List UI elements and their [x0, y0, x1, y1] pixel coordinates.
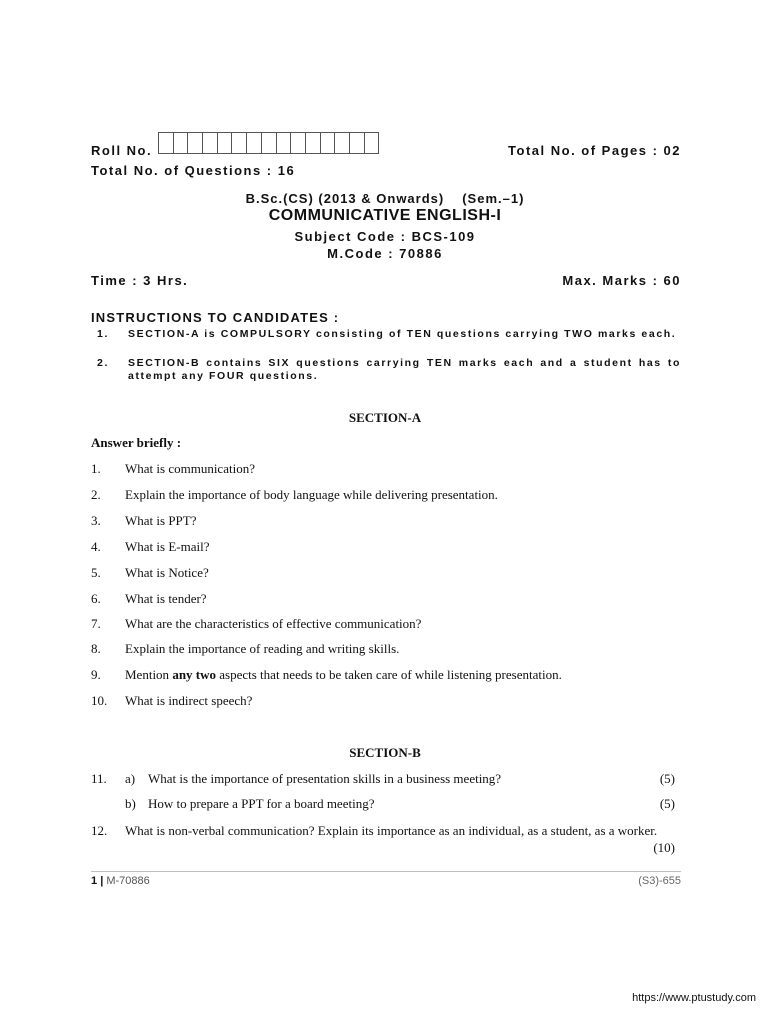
- footer-separator: |: [100, 875, 104, 887]
- footer-m-code: M-70886: [106, 875, 150, 887]
- question-text: What is Notice?: [125, 565, 209, 580]
- question-text: What are the characteristics of effective communication?: [125, 616, 422, 631]
- roll-number-box: [247, 132, 262, 154]
- question-number: 3.: [91, 513, 101, 528]
- exam-time: Time : 3 Hrs.: [91, 273, 189, 288]
- instruction-text: SECTION-A is COMPULSORY consisting of TEN questions carrying TWO marks each.: [128, 328, 677, 340]
- question-text: What is PPT?: [125, 513, 197, 528]
- watermark-url: https://www.ptustudy.com: [632, 992, 756, 1004]
- question-text: What is non-verbal communication? Explain its importance as an individual, as a student, as a worker.: [125, 823, 658, 838]
- question-text: [125, 667, 681, 683]
- roll-number-boxes: [158, 132, 379, 154]
- roll-number-box: [174, 132, 189, 154]
- question-number: 5.: [91, 565, 101, 580]
- subquestion-label: a): [125, 771, 136, 786]
- instruction-item: [91, 357, 681, 385]
- question-number: 11.: [91, 771, 107, 786]
- question-number: 6.: [91, 591, 101, 606]
- roll-number-box: [335, 132, 350, 154]
- roll-number-label: Roll No.: [91, 143, 153, 158]
- roll-number-box: [306, 132, 321, 154]
- instruction-number: 1.: [97, 328, 109, 340]
- subject-code: Subject Code : BCS-109: [294, 229, 476, 244]
- roll-number-box: [321, 132, 336, 154]
- question-number: 2.: [91, 487, 101, 502]
- section-a-heading: SECTION-A: [348, 410, 422, 425]
- question-number: 1.: [91, 461, 101, 476]
- footer-reference: (S3)-655: [638, 875, 681, 887]
- question-text-part: aspects that needs to be taken care of while listening presentation.: [216, 667, 562, 682]
- subject-title: COMMUNICATIVE ENGLISH-I: [268, 207, 502, 224]
- roll-number-box: [262, 132, 277, 154]
- footer-left: [91, 875, 150, 887]
- question-text: What is communication?: [125, 461, 255, 476]
- question-marks: (5): [659, 796, 675, 811]
- roll-number-box: [365, 132, 380, 154]
- subquestion-label: b): [125, 796, 136, 811]
- question-number: 12.: [91, 823, 108, 838]
- course-name: B.Sc.(CS) (2013 & Onwards): [245, 191, 445, 206]
- roll-number-box: [291, 132, 306, 154]
- question-marks: (5): [659, 771, 675, 786]
- question-number: 10.: [91, 693, 108, 708]
- course-line: [0, 191, 770, 206]
- roll-number-box: [350, 132, 365, 154]
- semester: (Sem.–1): [462, 191, 525, 206]
- question-number: 7.: [91, 616, 101, 631]
- question-number: 9.: [91, 667, 101, 682]
- total-pages: Total No. of Pages : 02: [508, 143, 681, 158]
- question-text: Explain the importance of reading and writing skills.: [125, 641, 400, 656]
- roll-number-box: [159, 132, 174, 154]
- section-b-heading: SECTION-B: [349, 745, 421, 760]
- roll-number-box: [277, 132, 292, 154]
- m-code: M.Code : 70886: [327, 246, 443, 261]
- footer-divider: [91, 871, 681, 872]
- instructions-heading: INSTRUCTIONS TO CANDIDATES :: [91, 310, 340, 325]
- roll-number-box: [203, 132, 218, 154]
- question-item: [91, 822, 681, 862]
- question-text: What is E-mail?: [125, 539, 210, 554]
- question-text: What is indirect speech?: [125, 693, 253, 708]
- question-text: What is tender?: [125, 591, 207, 606]
- subquestion-text: What is the importance of presentation skills in a business meeting?: [148, 771, 502, 786]
- page-number: 1: [91, 875, 98, 887]
- total-questions: Total No. of Questions : 16: [91, 163, 296, 178]
- question-number: 4.: [91, 539, 101, 554]
- section-a-subheading: Answer briefly :: [91, 435, 182, 450]
- roll-number-row: [91, 132, 681, 156]
- roll-number-box: [218, 132, 233, 154]
- subquestion-text: How to prepare a PPT for a board meeting?: [148, 796, 375, 811]
- question-text: Explain the importance of body language while delivering presentation.: [125, 487, 498, 502]
- roll-number-box: [188, 132, 203, 154]
- instruction-text: SECTION-B contains SIX questions carrying TEN marks each and a student has to attempt any FOUR questions.: [128, 357, 681, 382]
- max-marks: Max. Marks : 60: [562, 273, 681, 288]
- roll-number-box: [232, 132, 247, 154]
- question-emphasis: any two: [172, 667, 217, 682]
- question-number: 8.: [91, 641, 101, 656]
- question-marks: (10): [653, 840, 675, 855]
- instruction-item: [91, 328, 681, 356]
- question-text-part: Mention: [125, 667, 173, 682]
- instruction-number: 2.: [97, 357, 109, 369]
